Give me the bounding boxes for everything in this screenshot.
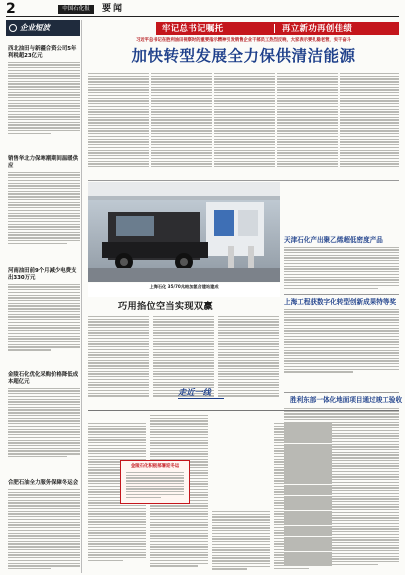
rail-item-title: 西北油田与新疆合资公司5年利税超23亿元	[8, 46, 77, 59]
text-column	[88, 316, 149, 398]
rail-item-title: 合肥石油全力服务保障冬运会	[8, 480, 79, 486]
rail-header-label: 企业短波	[20, 23, 50, 32]
feature-label[interactable]: 走近一线	[178, 387, 211, 397]
rail-item-body	[8, 62, 80, 134]
headline-subline: 习近平总书记在胜利油田视察时的重要指示精神引发销售企业干部员工热烈反响，大家表示要扎稳老营，实干奋斗	[136, 38, 351, 43]
lead-headline-block	[88, 22, 399, 72]
section-title: 要闻	[102, 4, 125, 14]
rail-item-body	[8, 172, 80, 244]
rail-bullet-icon	[9, 24, 17, 32]
section-divider	[88, 180, 399, 181]
text-column	[277, 73, 338, 169]
section-divider	[284, 392, 399, 393]
banner-divider	[274, 24, 275, 33]
rail-item-title: 销售华北力保寒潮期间温暖供应	[8, 156, 79, 169]
main-headline[interactable]: 加快转型发展全力保供清洁能源	[131, 47, 356, 65]
photo-caption	[88, 283, 280, 297]
photo-caption-title: 上海石化 35/70兆帕加氢合建站建成	[149, 284, 219, 289]
rail-item-body	[8, 284, 80, 351]
lead-photo[interactable]	[88, 182, 280, 282]
page-number: 2	[6, 1, 16, 17]
hydrogen-station-photo	[88, 182, 280, 282]
text-column	[88, 73, 149, 169]
rail-item-title: 金陵石化优化采购价格降低成本超亿元	[8, 372, 79, 385]
text-column	[218, 316, 279, 398]
text-column	[340, 73, 399, 169]
highlight-box-body	[121, 470, 189, 501]
text-column	[214, 73, 275, 169]
rail-item[interactable]	[8, 156, 80, 245]
highlight-box-title: 金陵石化积极部署迎冬运	[130, 464, 180, 469]
article-body	[284, 309, 399, 373]
article-title[interactable]: 胜利东部一体化地面项目通过竣工验收	[290, 396, 403, 404]
article-title: 上海工程获数字化转型创新成果特等奖	[284, 298, 397, 306]
rail-item-body	[8, 388, 80, 458]
banner-kicker-left: 牢记总书记嘱托	[162, 23, 224, 33]
text-column	[212, 511, 270, 571]
feature-underline	[178, 398, 224, 399]
article-title: 天津石化产出聚乙烯超低密度产品	[284, 236, 383, 244]
masthead	[6, 3, 399, 17]
rail-item[interactable]	[8, 46, 80, 135]
section-divider	[284, 294, 399, 295]
lead-article-body	[88, 73, 399, 131]
article-block[interactable]	[284, 236, 399, 290]
newspaper-logo: 中国石化报	[58, 5, 94, 14]
text-column	[274, 423, 332, 571]
rail-item-title: 河南油田前9个月减少电费支出330万元	[8, 268, 77, 281]
left-news-rail	[6, 20, 82, 573]
banner-kicker-right: 再立新功再创佳绩	[282, 23, 353, 33]
highlight-box[interactable]	[120, 460, 190, 504]
rail-item[interactable]	[8, 372, 80, 459]
article-block[interactable]	[284, 298, 399, 374]
rail-header	[6, 20, 80, 36]
rail-item[interactable]	[8, 268, 80, 352]
feature-label-box	[178, 386, 226, 404]
article-title[interactable]: 巧用掐位空当实现双赢	[118, 301, 213, 312]
rail-item[interactable]	[8, 480, 80, 571]
text-column	[151, 73, 212, 169]
rail-item-body	[8, 489, 80, 570]
article-body	[284, 247, 399, 289]
